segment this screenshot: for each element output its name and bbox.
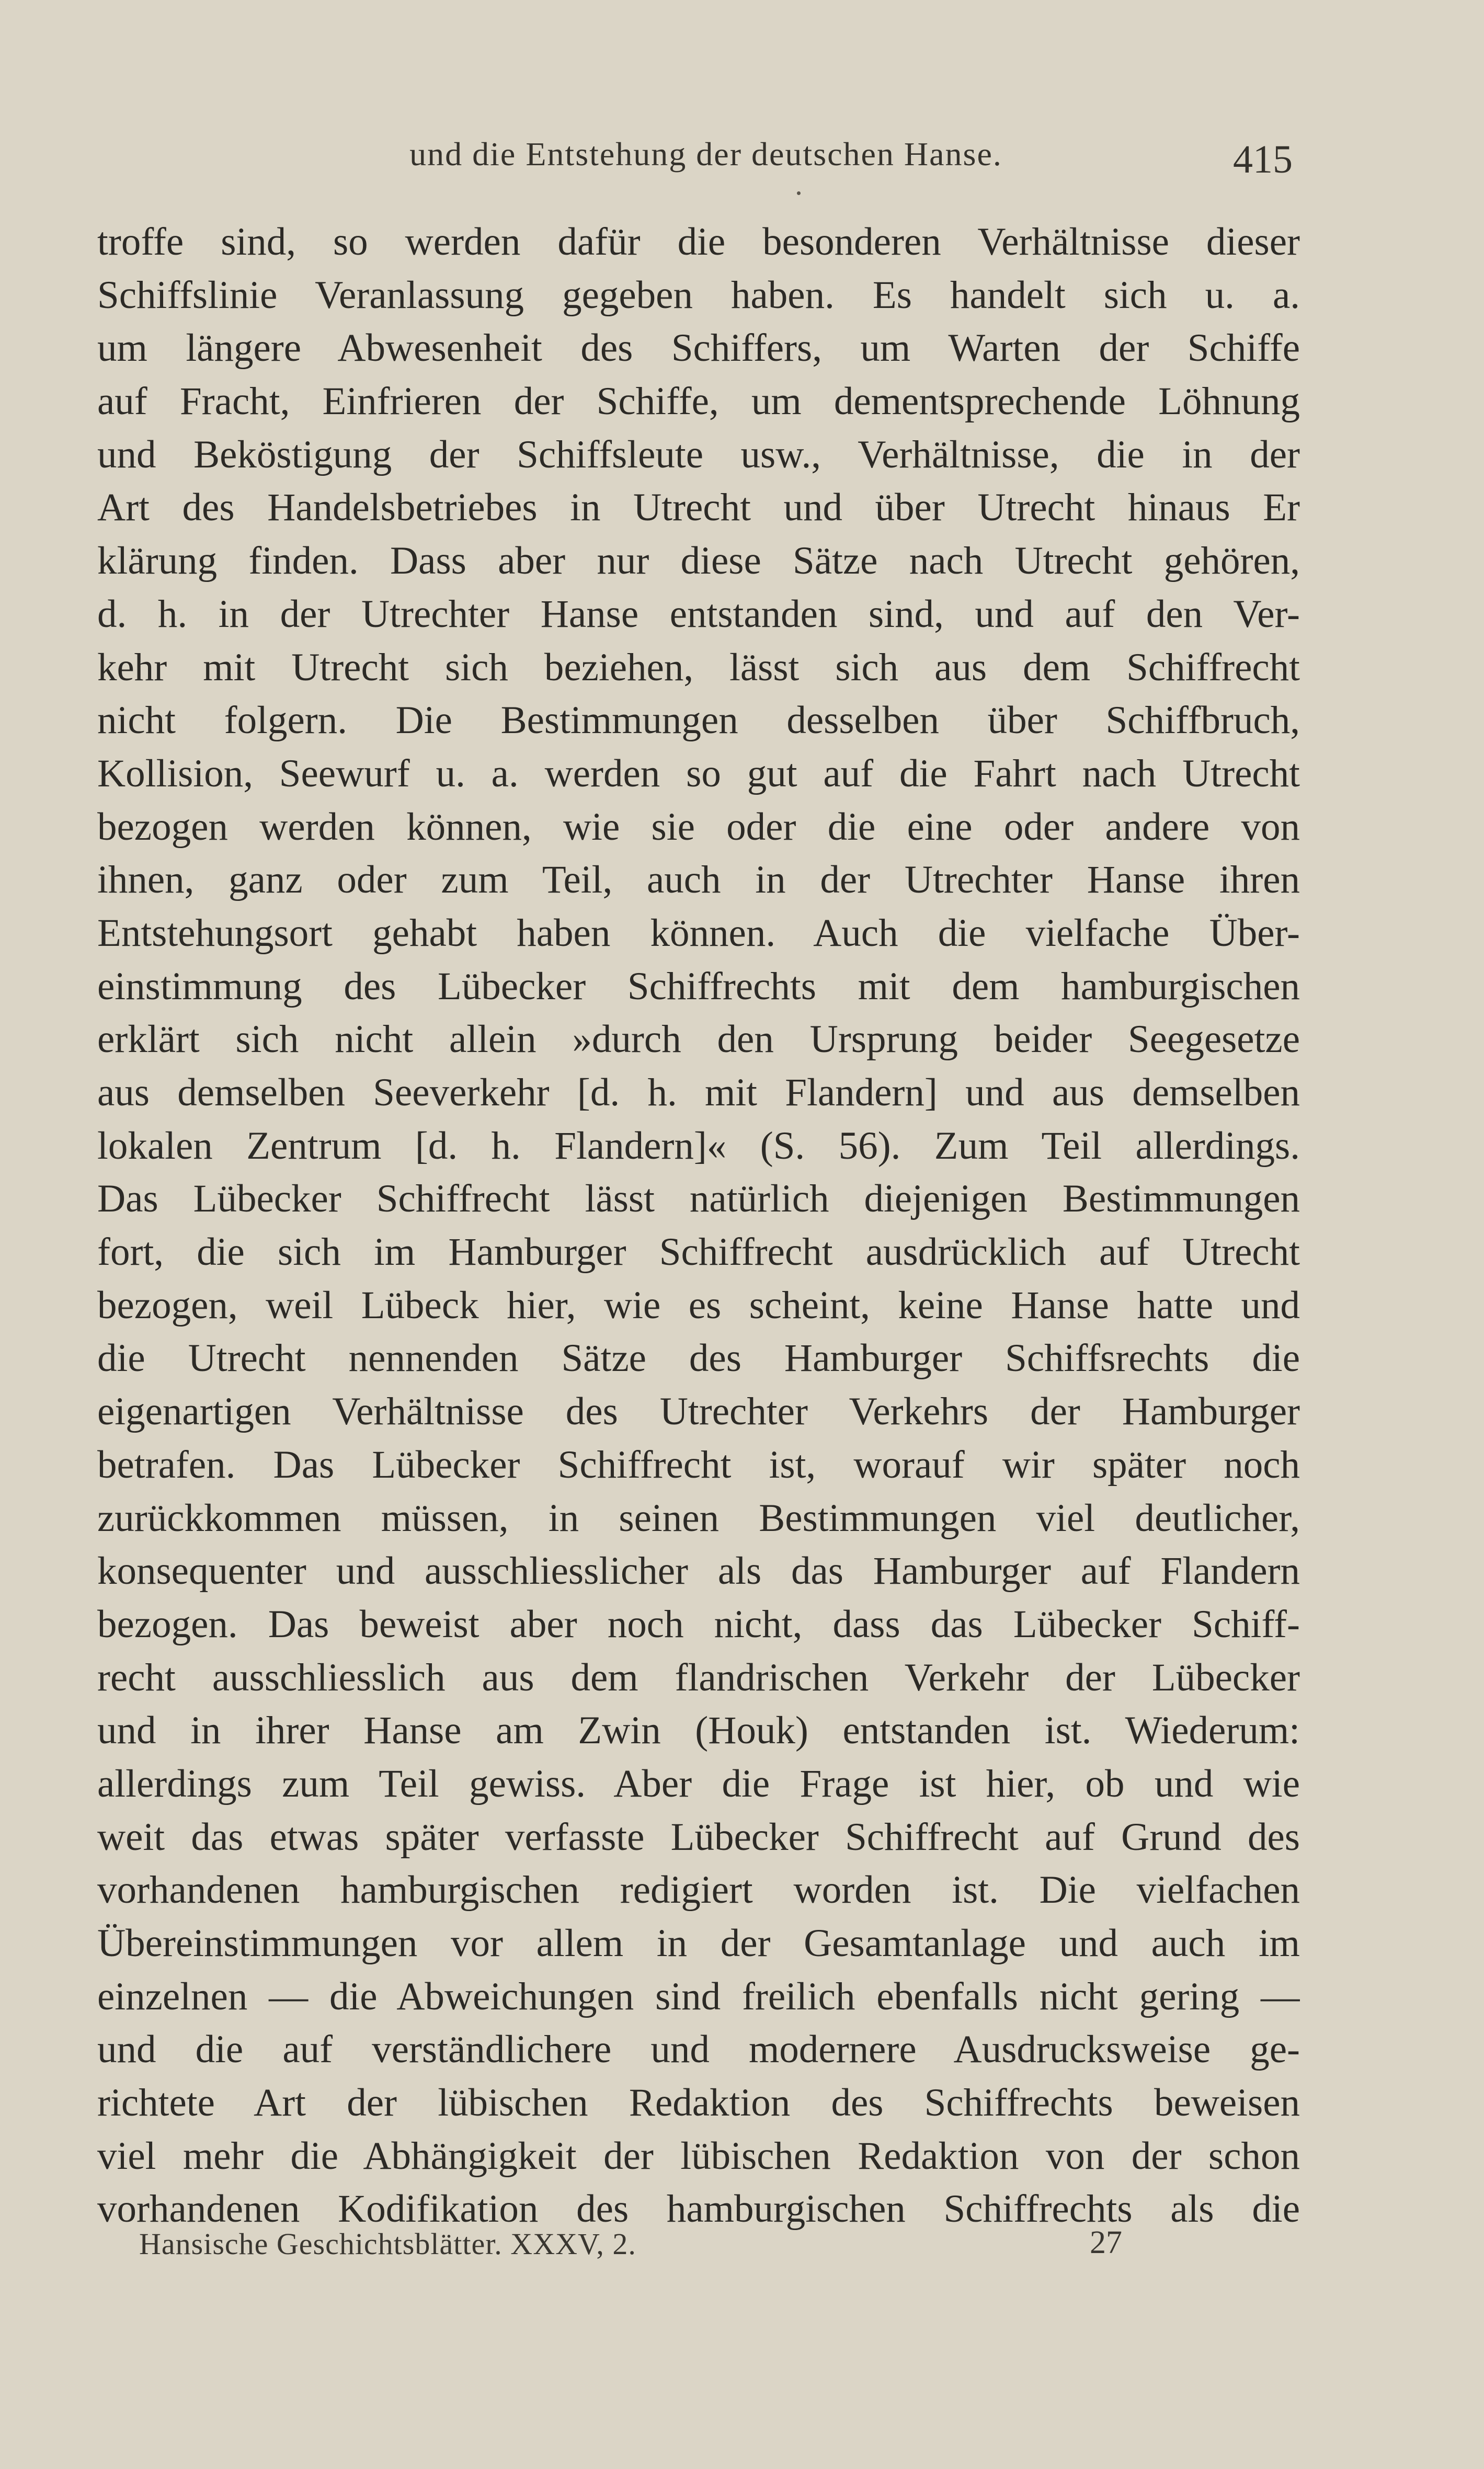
text-line: vorhandenen hamburgischen redigiert worden ist. Die vielfachen [97,1868,1300,1912]
text-line: nicht folgern. Die Bestimmungen desselben über Schiffbruch, [97,699,1300,742]
text-line: Das Lübecker Schiffrecht lässt natürlich diejenigen Bestimmungen [97,1177,1300,1221]
text-line: viel mehr die Abhängigkeit der lübischen Redaktion von der schon [97,2134,1300,2178]
text-line: konsequenter und ausschliesslicher als das Hamburger auf Flandern [97,1549,1300,1593]
text-line: aus demselben Seeverkehr [d. h. mit Flandern] und aus demselben [97,1071,1300,1114]
text-line: Entstehungsort gehabt haben können. Auch die vielfache Über- [97,911,1300,955]
text-line: Schiffslinie Veranlassung gegeben haben. Es handelt sich u. a. [97,273,1300,317]
body-text [97,215,1300,2236]
text-line: d. h. in der Utrechter Hanse entstanden sind, und auf den Ver- [97,592,1300,636]
text-line: recht ausschliesslich aus dem flandrischen Verkehr der Lübecker [97,1655,1300,1699]
text-line: und in ihrer Hanse am Zwin (Houk) entstanden ist. Wiederum: [97,1709,1300,1753]
text-line: klärung finden. Dass aber nur diese Sätze nach Utrecht gehören, [97,539,1300,583]
text-line: Art des Handelsbetriebes in Utrecht und über Utrecht hinaus Er [97,486,1300,530]
text-line: richtete Art der lübischen Redaktion des Schiffrechts beweisen [97,2081,1300,2125]
text-line: um längere Abwesenheit des Schiffers, um Warten der Schiffe [97,326,1300,370]
text-line: und die auf verständlichere und modernere Ausdrucksweise ge- [97,2028,1300,2072]
text-line: kehr mit Utrecht sich beziehen, lässt sich aus dem Schiffrecht [97,645,1300,689]
text-line: eigenartigen Verhältnisse des Utrechter Verkehrs der Hamburger [97,1390,1300,1434]
print-speck [797,191,801,195]
text-line: erklärt sich nicht allein »durch den Ursprung beider Seegesetze [97,1018,1300,1061]
text-line: und Beköstigung der Schiffsleute usw., Verhältnisse, die in der [97,432,1300,476]
text-line: ihnen, ganz oder zum Teil, auch in der Utrechter Hanse ihren [97,858,1300,902]
text-line: fort, die sich im Hamburger Schiffrecht ausdrücklich auf Utrecht [97,1230,1300,1274]
text-line: Kollision, Seewurf u. a. werden so gut auf die Fahrt nach Utrecht [97,751,1300,795]
text-line: einzelnen — die Abweichungen sind freilich ebenfalls nicht gering — [97,1974,1300,2018]
text-line: weit das etwas später verfasste Lübecker Schiffrecht auf Grund des [97,1815,1300,1859]
text-line: einstimmung des Lübecker Schiffrechts mit dem hamburgischen [97,964,1300,1008]
text-line: bezogen werden können, wie sie oder die eine oder andere von [97,805,1300,849]
running-header: und die Entstehung der deutschen Hanse. [409,135,1002,173]
text-line: bezogen, weil Lübeck hier, wie es scheint, keine Hanse hatte und [97,1283,1300,1327]
page-number: 415 [1233,138,1293,181]
journal-footer: Hansische Geschichtsblätter. XXXV, 2. [139,2227,636,2261]
text-line: Übereinstimmungen vor allem in der Gesamtanlage und auch im [97,1922,1300,1965]
text-line: allerdings zum Teil gewiss. Aber die Frage ist hier, ob und wie [97,1762,1300,1805]
text-line: auf Fracht, Einfrieren der Schiffe, um dementsprechende Löhnung [97,380,1300,424]
sheet-signature: 27 [1090,2225,1122,2260]
text-line: die Utrecht nennenden Sätze des Hamburger Schiffsrechts die [97,1336,1300,1380]
text-line: vorhandenen Kodifikation des hamburgischen Schiffrechts als die [97,2187,1300,2231]
text-line: betrafen. Das Lübecker Schiffrecht ist, worauf wir später noch [97,1443,1300,1487]
text-line: zurückkommen müssen, in seinen Bestimmungen viel deutlicher, [97,1496,1300,1540]
text-line: bezogen. Das beweist aber noch nicht, dass das Lübecker Schiff- [97,1602,1300,1646]
text-line: troffe sind, so werden dafür die besonderen Verhältnisse dieser [97,220,1300,264]
text-line: lokalen Zentrum [d. h. Flandern]« (S. 56). Zum Teil allerdings. [97,1124,1300,1168]
